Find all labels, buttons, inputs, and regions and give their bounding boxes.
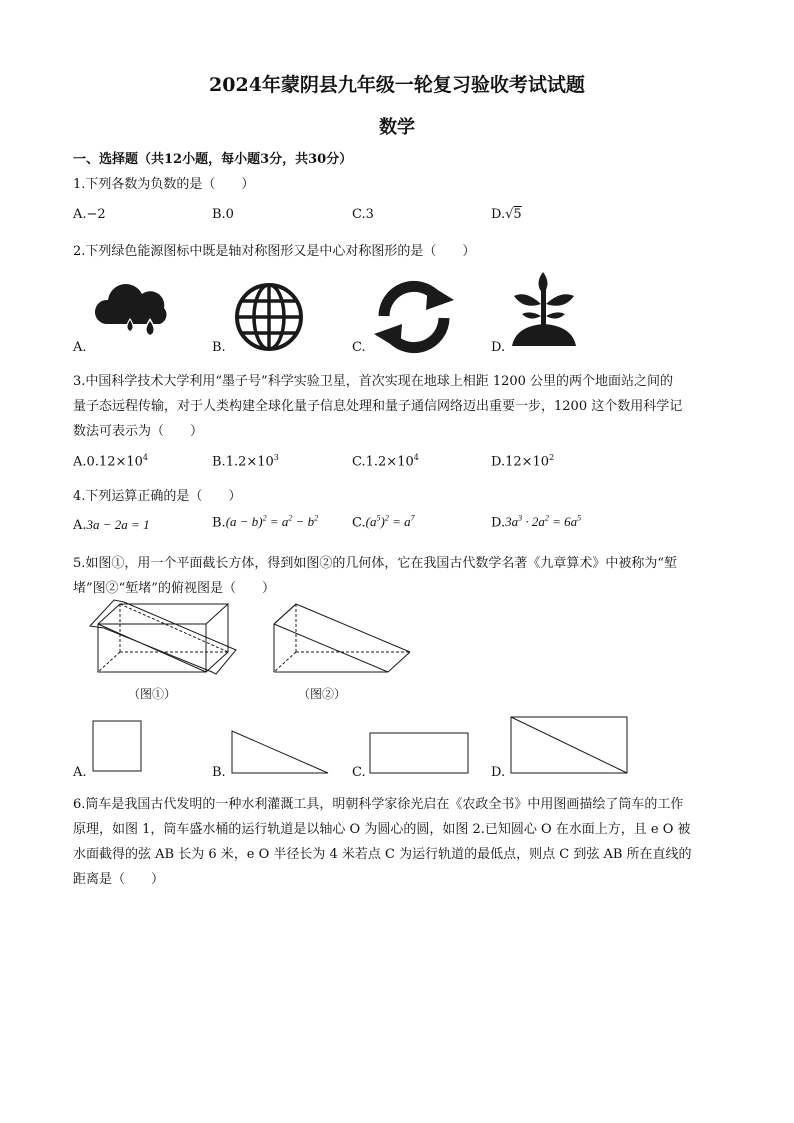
sprout-icon bbox=[508, 270, 580, 348]
q5-option-d-rectangle-diagonal bbox=[510, 716, 628, 774]
figure-1-caption: （图①） bbox=[128, 687, 177, 701]
q3-option-d: $D.12\times 10^2$ bbox=[491, 453, 555, 470]
question-5-line-1: 5.如图①，用一个平面截长方体，得到如图②的几何体，它在我国古代数学名著《九章算术》中被称为“堑 bbox=[73, 556, 678, 571]
figure-1-cuboid-with-plane bbox=[86, 600, 241, 680]
q5-option-a-square bbox=[92, 720, 142, 772]
sqrt-sign: √ bbox=[505, 207, 514, 222]
recycle-arrows-icon bbox=[370, 282, 458, 352]
cloud-rain-icon bbox=[92, 280, 172, 350]
question-2-stem: 2.下列绿色能源图标中既是轴对称图形又是中心对称图形的是（ ） bbox=[73, 244, 476, 259]
subject-title: 数学 bbox=[379, 117, 415, 138]
figure-2-qiandu-solid bbox=[270, 600, 415, 680]
section-heading: 一、选择题（共12小题，每小题3分，共30分） bbox=[73, 152, 353, 167]
q4-d-expression: $3a^3 \cdot 2a^2 = 6a^5$ bbox=[505, 514, 582, 530]
question-3-line-1: 3.中国科学技术大学利用“墨子号”科学实验卫星，首次实现在地球上相距 1200 公里的两个地面站之间的 bbox=[73, 374, 674, 389]
question-4-stem: 4.下列运算正确的是（ ） bbox=[73, 489, 242, 504]
q4-option-c: $C.(a^5)^2 = a^7$ bbox=[352, 514, 415, 531]
question-6-line-1: 6.筒车是我国古代发明的一种水利灌溉工具，明朝科学家徐光启在《农政全书》中用图画描绘了筒车的工作 bbox=[73, 797, 684, 812]
question-3-line-2: 量子态远程传输，对于人类构建全球化量子信息处理和量子通信网络迈出重要一步，1200 这个数用科学记 bbox=[73, 399, 683, 414]
question-1-stem: 1.下列各数为负数的是（ ） bbox=[73, 177, 255, 192]
q5-label-c: C. bbox=[352, 765, 366, 780]
q3-option-b: $B.1.2\times 10^3$ bbox=[212, 453, 279, 470]
q5-label-a: A. bbox=[73, 765, 87, 780]
exam-title: 2024年蒙阴县九年级一轮复习验收考试试题 bbox=[209, 74, 585, 96]
question-5-line-2: 堵”图②“堑堵”的俯视图是（ ） bbox=[73, 581, 275, 596]
q4-b-expression: $(a - b)^2 = a^2 - b^2$ bbox=[225, 514, 319, 530]
figure-2-caption: （图②） bbox=[298, 687, 347, 701]
q4-option-a: A.3a − 2a = 1 bbox=[73, 517, 150, 533]
q1-option-d: D.√5 bbox=[491, 207, 522, 222]
q2-label-c: C. bbox=[352, 340, 366, 355]
globe-icon bbox=[233, 282, 305, 352]
question-6-line-2: 原理，如图 1，筒车盛水桶的运行轨道是以轴心 O 为圆心的圆，如图 2.已知圆心 O 在水面上方，且 e O 被 bbox=[73, 822, 691, 837]
q3-option-a: $A.0.12\times 10^4$ bbox=[73, 453, 149, 470]
q4-a-expression: 3a − 2a = 1 bbox=[86, 517, 150, 532]
q2-label-a: A. bbox=[73, 340, 87, 355]
question-3-line-3: 数法可表示为（ ） bbox=[73, 424, 204, 439]
q5-label-d: D. bbox=[491, 765, 506, 780]
question-6-line-4: 距离是（ ） bbox=[73, 872, 165, 887]
q4-option-b: $B.(a - b)^2 = a^2 - b^2$ bbox=[212, 514, 319, 531]
q1-option-b: B.0 bbox=[212, 207, 234, 222]
q1-option-a: A.−2 bbox=[73, 207, 106, 222]
q5-option-c-rectangle bbox=[369, 732, 469, 774]
q1-option-c: C.3 bbox=[352, 207, 374, 222]
q5-option-b-triangle bbox=[231, 730, 329, 774]
q2-label-b: B. bbox=[212, 340, 226, 355]
q3-option-c: $C.1.2\times 10^4$ bbox=[352, 453, 419, 470]
q4-option-d: $D.3a^3 \cdot 2a^2 = 6a^5$ bbox=[491, 514, 582, 531]
question-6-line-3: 水面截得的弦 AB 长为 6 米，e O 半径长为 4 米若点 C 为运行轨道的最低点，则点 C 到弦 AB 所在直线的 bbox=[73, 847, 692, 862]
q2-label-d: D. bbox=[491, 340, 506, 355]
q4-c-expression: $(a^5)^2 = a^7$ bbox=[365, 514, 415, 530]
q5-label-b: B. bbox=[212, 765, 226, 780]
